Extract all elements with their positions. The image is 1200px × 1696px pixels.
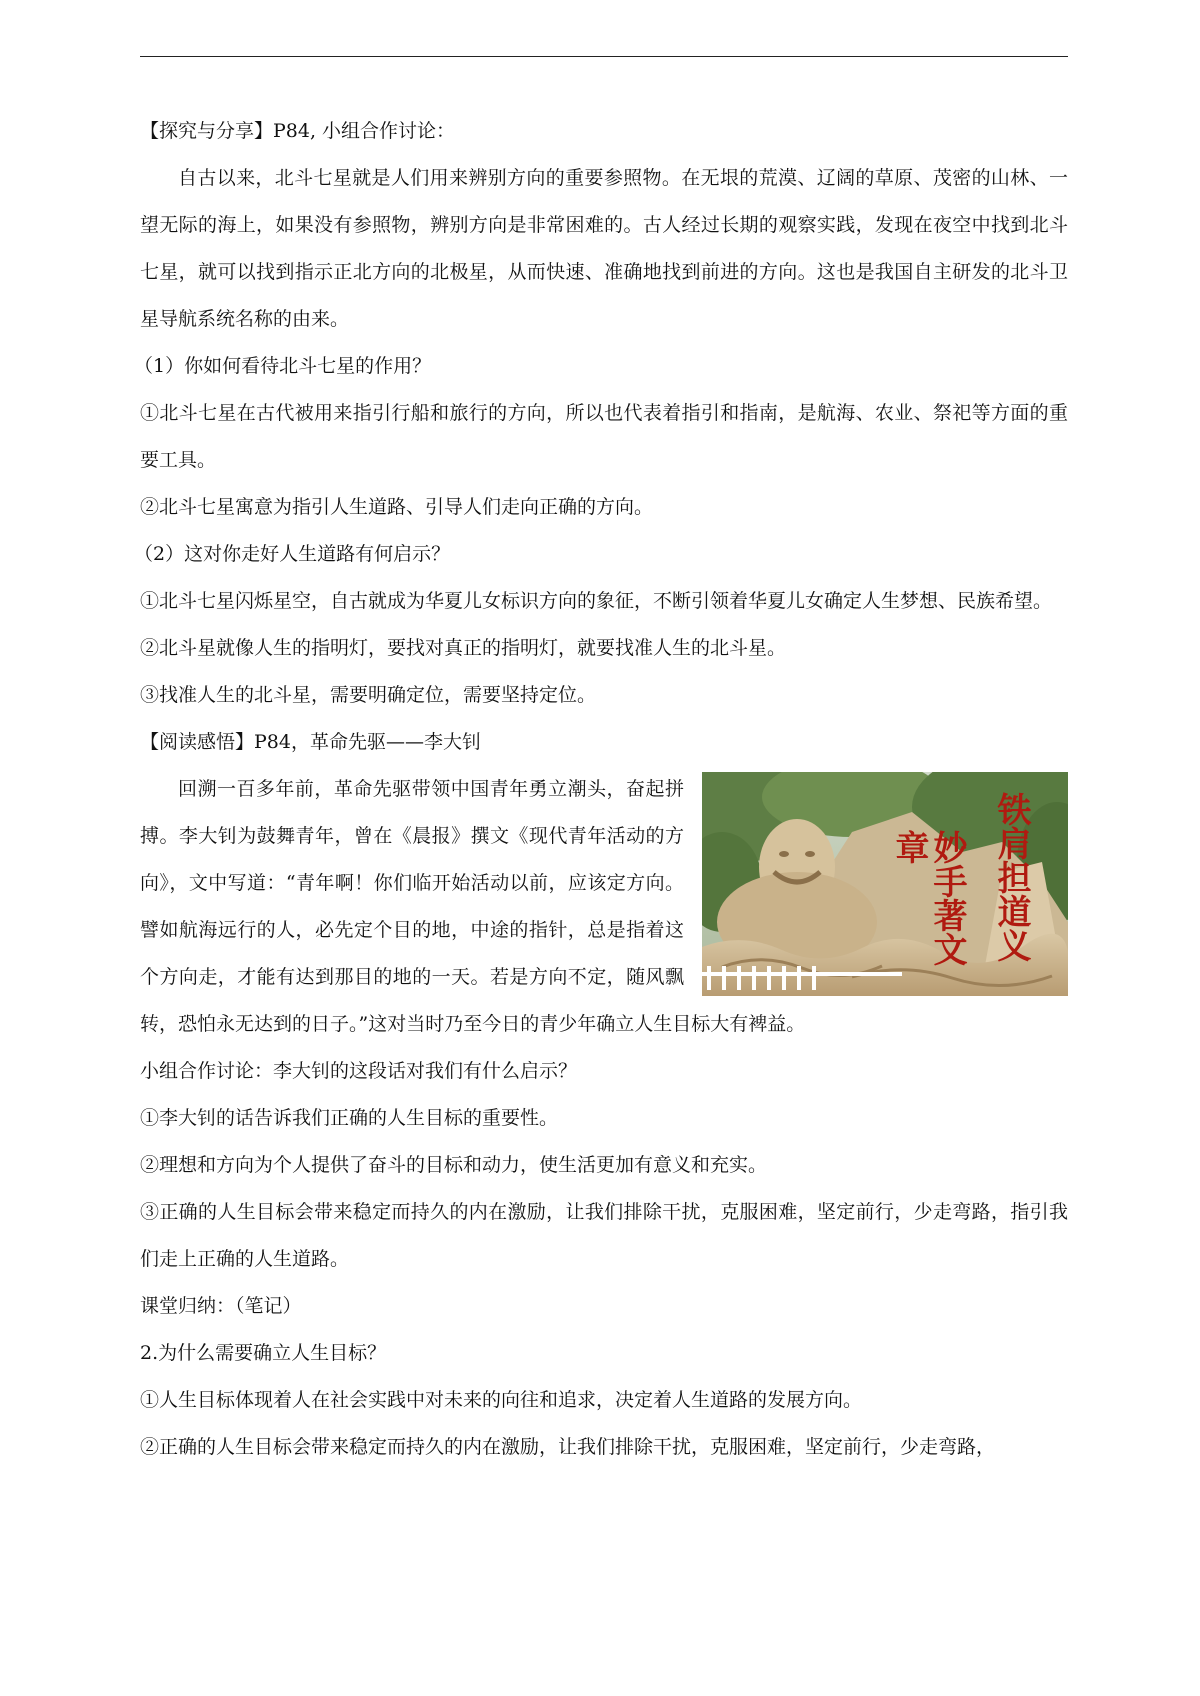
- calligraphy-right: 铁肩担道义: [991, 792, 1031, 962]
- section-heading-reading: 【阅读感悟】P84，革命先驱——李大钊: [140, 731, 481, 753]
- calligraphy-left: 妙手著文章: [889, 830, 967, 966]
- section-heading-explore: 【探究与分享】P84, 小组合作讨论：: [140, 120, 456, 142]
- header-rule: [140, 56, 1068, 57]
- question-2: （2）这对你走好人生道路有何启示？: [134, 543, 451, 565]
- question-1: （1）你如何看待北斗七星的作用？: [134, 355, 432, 377]
- summary-question: 2.为什么需要确立人生目标？: [140, 1342, 387, 1364]
- class-summary-label: 课堂归纳：（笔记）: [140, 1295, 302, 1317]
- discussion-answer-2: ②理想和方向为个人提供了奋斗的目标和动力，使生活更加有意义和充实。: [140, 1154, 768, 1176]
- answer-1-1: ①北斗七星在古代被用来指引行船和旅行的方向，所以也代表着指引和指南，是航海、农业、祭祀等方面的重要工具。: [140, 402, 1068, 471]
- answer-2-1: ①北斗七星闪烁星空，自古就成为华夏儿女标识方向的象征，不断引领着华夏儿女确定人生梦想、民族希望。: [140, 590, 1053, 612]
- document-page: [134, 108, 1068, 1471]
- answer-2-2: ②北斗星就像人生的指明灯，要找对真正的指明灯，就要找准人生的北斗星。: [140, 637, 787, 659]
- answer-2-3: ③找准人生的北斗星，需要明确定位，需要坚持定位。: [140, 684, 597, 706]
- reading-block: [140, 766, 1068, 1048]
- group-discussion-prompt: 小组合作讨论：李大钊的这段话对我们有什么启示？: [140, 1060, 578, 1082]
- beidou-passage: 自古以来，北斗七星就是人们用来辨别方向的重要参照物。在无垠的荒漠、辽阔的草原、茂密的山林、一望无际的海上，如果没有参照物，辨别方向是非常困难的。古人经过长期的观察实践，发现在夜空中找到北斗七星，就可以找到指示正北方向的北极星，从而快速、准确地找到前进的方向。这也是我国自主研发的北斗卫星导航系统名称的由来。: [140, 167, 1068, 330]
- summary-answer-1: ①人生目标体现着人在社会实践中对未来的向往和追求，决定着人生道路的发展方向。: [140, 1389, 863, 1411]
- summary-answer-2: ②正确的人生目标会带来稳定而持久的内在激励，让我们排除干扰，克服困难，坚定前行，少走弯路，: [140, 1436, 996, 1458]
- li-dazhao-sand-sculpture-image: [702, 772, 1068, 996]
- li-dazhao-passage: 回溯一百多年前，革命先驱带领中国青年勇立潮头，奋起拼搏。李大钊为鼓舞青年，曾在《晨报》撰文《现代青年活动的方向》，文中写道：“青年啊！你们临开始活动以前，应该定方向。譬如航海远行的人，必先定个目的地，中途的指针，总是指着这个方向走，才能有达到那目的地的一天。若是方向不定，随风飘转，恐怕永无达到的日子。”这对当时乃至今日的青少年确立人生目标大有裨益。: [140, 778, 806, 1035]
- answer-1-2: ②北斗七星寓意为指引人生道路、引导人们走向正确的方向。: [140, 496, 654, 518]
- discussion-answer-3: ③正确的人生目标会带来稳定而持久的内在激励，让我们排除干扰，克服困难，坚定前行，少走弯路，指引我们走上正确的人生道路。: [140, 1201, 1068, 1270]
- discussion-answer-1: ①李大钊的话告诉我们正确的人生目标的重要性。: [140, 1107, 559, 1129]
